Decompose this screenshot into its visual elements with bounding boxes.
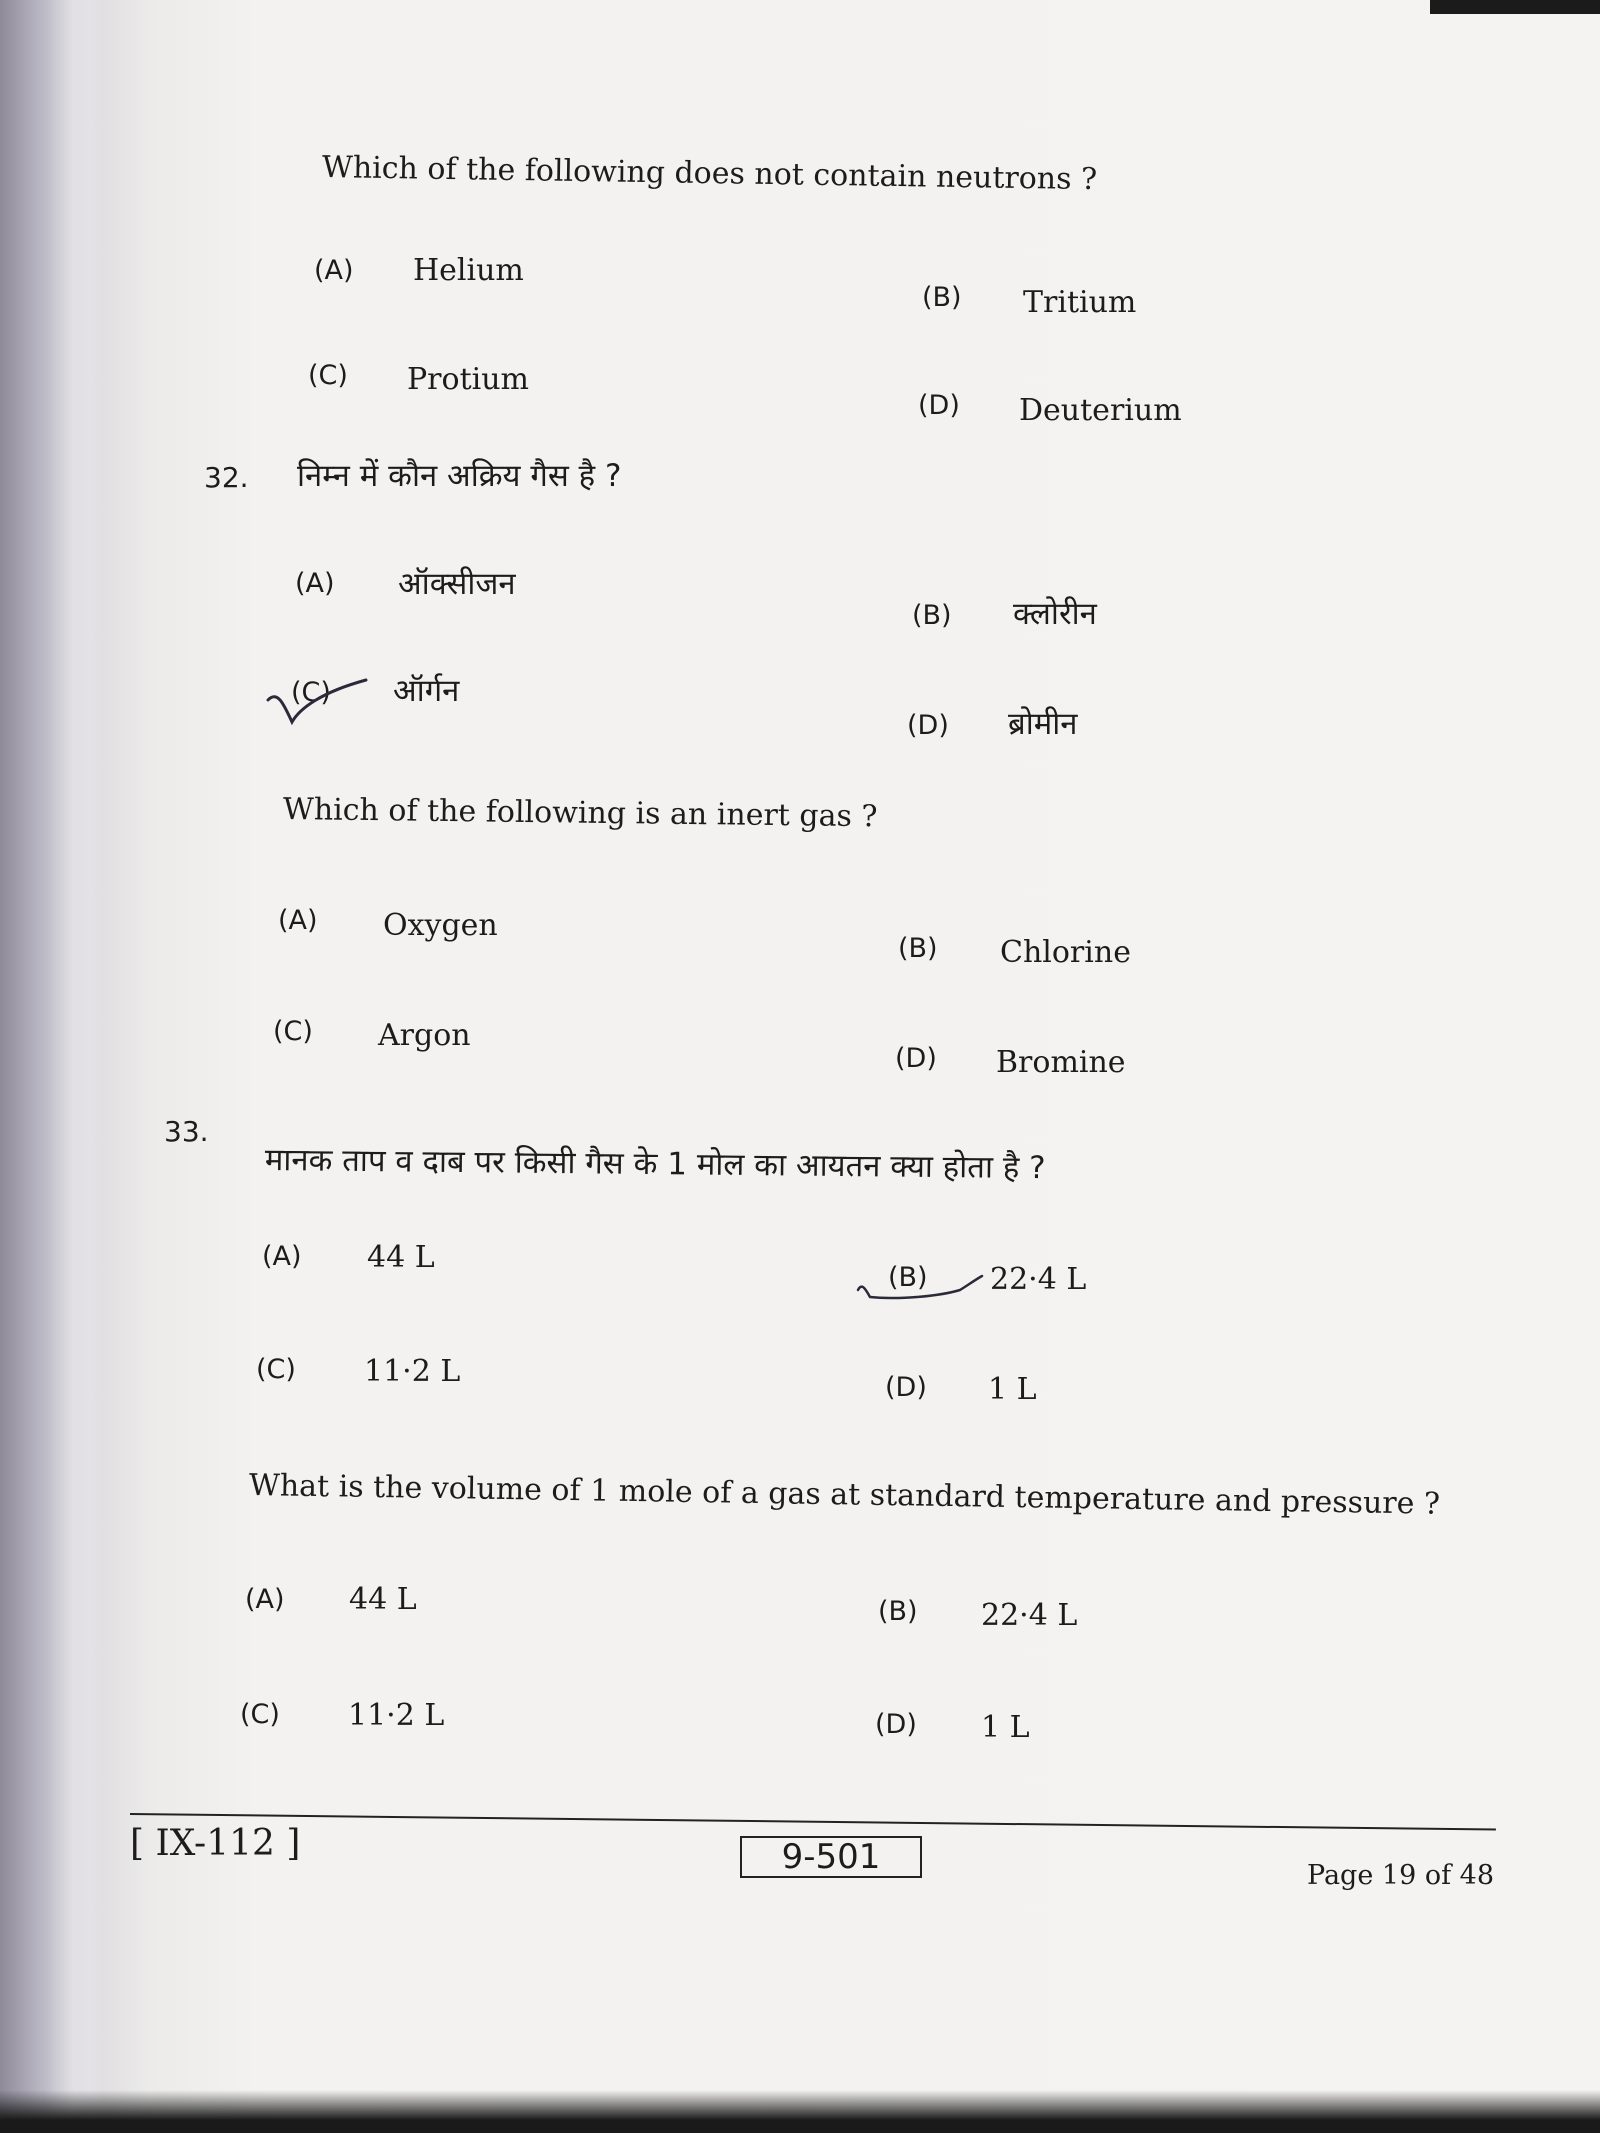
q33-number: 33. — [164, 1115, 209, 1148]
q32-en-option-c-label: (C) — [273, 1016, 313, 1047]
paper-code: [ IX-112 ] — [130, 1823, 301, 1864]
q32-hi-option-b-text: क्लोरीन — [1013, 596, 1097, 632]
q32-en-option-b-label: (B) — [898, 933, 938, 964]
q32-hi-option-a-label: (A) — [295, 568, 335, 599]
q31-option-a-label: (A) — [314, 255, 354, 286]
q32-hi-option-a-text: ऑक्सीजन — [398, 566, 516, 602]
q33-hi-option-d-label: (D) — [885, 1372, 927, 1403]
q32-en-option-c-text: Argon — [378, 1018, 471, 1053]
q33-hi-option-a-text: 44 L — [367, 1240, 435, 1275]
q31-option-d-label: (D) — [918, 390, 960, 421]
q33-en-option-d-text: 1 L — [981, 1710, 1030, 1745]
q33-en-option-c-label: (C) — [240, 1699, 280, 1730]
q33-question-hi: मानक ताप व दाब पर किसी गैस के 1 मोल का आयतन क्या होता है ? — [264, 1142, 1046, 1187]
q33-en-option-b-text: 22·4 L — [981, 1598, 1078, 1633]
q31-question-en: Which of the following does not contain neutrons ? — [321, 150, 1098, 198]
background-edge-bottom — [0, 2090, 1600, 2133]
q33-en-option-b-label: (B) — [878, 1596, 918, 1627]
q33-hi-option-a-label: (A) — [262, 1241, 302, 1272]
q32-en-option-a-label: (A) — [278, 905, 318, 936]
q33-en-option-a-label: (A) — [245, 1584, 285, 1615]
q33-hi-option-c-label: (C) — [256, 1354, 296, 1385]
q32-en-option-d-text: Bromine — [996, 1045, 1126, 1080]
q32-hi-option-b-label: (B) — [912, 600, 952, 631]
q33-hi-option-d-text: 1 L — [988, 1372, 1037, 1407]
q32-question-hi: निम्न में कौन अक्रिय गैस है ? — [297, 458, 622, 494]
q32-en-option-d-label: (D) — [895, 1043, 937, 1074]
q31-option-c-label: (C) — [308, 360, 348, 391]
q32-hi-option-c-label: (C) — [291, 677, 331, 708]
q32-hi-option-d-label: (D) — [907, 710, 949, 741]
set-code: 9-501 — [781, 1837, 881, 1877]
q33-hi-option-b-label: (B) — [888, 1262, 928, 1293]
q31-option-c-text: Protium — [407, 362, 530, 397]
tick-mark-q32-c — [268, 680, 366, 722]
q32-hi-option-c-text: ऑर्गन — [393, 673, 460, 709]
q32-number: 32. — [204, 461, 249, 494]
q33-en-option-d-label: (D) — [875, 1709, 917, 1740]
q33-en-option-c-text: 11·2 L — [348, 1698, 445, 1733]
q31-option-b-text: Tritium — [1023, 285, 1137, 320]
tick-mark-q33-b — [858, 1276, 982, 1298]
q33-en-option-a-text: 44 L — [349, 1582, 417, 1617]
q32-hi-option-d-text: ब्रोमीन — [1008, 706, 1078, 742]
q33-hi-option-b-text: 22·4 L — [990, 1262, 1087, 1297]
q31-option-d-text: Deuterium — [1019, 393, 1182, 428]
q32-en-option-b-text: Chlorine — [1000, 935, 1131, 970]
q31-option-a-text: Helium — [413, 253, 524, 288]
q33-hi-option-c-text: 11·2 L — [364, 1354, 461, 1389]
q31-option-b-label: (B) — [922, 282, 962, 313]
page-number: Page 19 of 48 — [1307, 1860, 1495, 1891]
q32-question-en: Which of the following is an inert gas ? — [282, 792, 878, 835]
q33-question-en: What is the volume of 1 mole of a gas at standard temperature and pressure ? — [248, 1468, 1441, 1522]
q32-en-option-a-text: Oxygen — [383, 908, 498, 943]
